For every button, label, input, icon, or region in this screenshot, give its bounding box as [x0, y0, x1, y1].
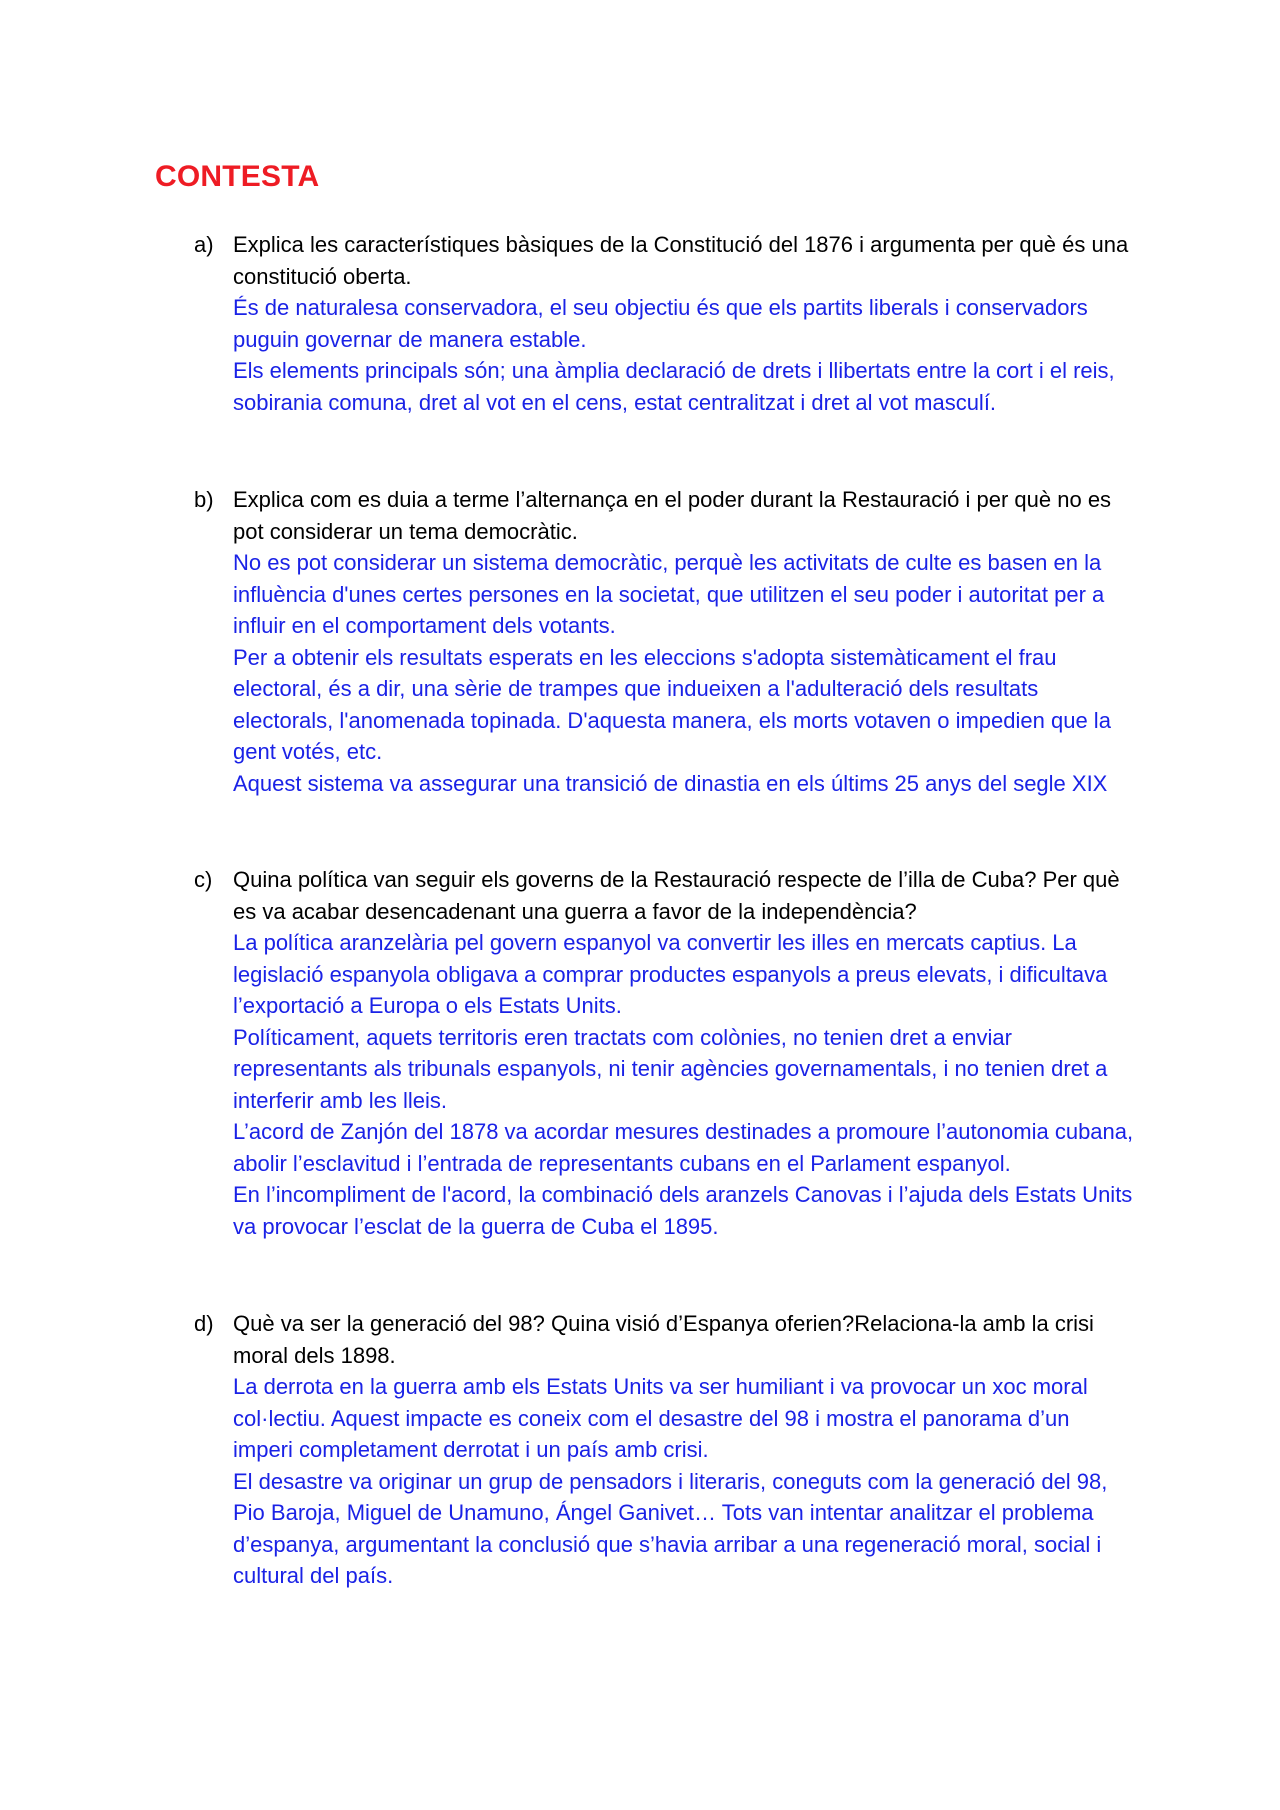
answer-paragraph: La política aranzelària pel govern espanyol va convertir les illes en mercats captius. La legislació espanyola obligava a comprar productes espanyols a preus elevats, i dificultava l’exportació a Europa o els Estats Units. [233, 930, 1108, 1018]
question-letter: d) [194, 1311, 214, 1336]
question-text: Què va ser la generació del 98? Quina visió d’Espanya oferien?Relaciona-la amb la crisi moral dels 1898. [233, 1311, 1094, 1368]
question-text: Explica les característiques bàsiques de la Constitució del 1876 i argumenta per què és una constitució oberta. [233, 232, 1129, 289]
question-b [194, 484, 1134, 799]
answer-paragraph: Els elements principals són; una àmplia declaració de drets i llibertats entre la cort i el reis, sobirania comuna, dret al vot en el cens, estat centralitzat i dret al vot masculí. [233, 358, 1115, 415]
answer-paragraph: No es pot considerar un sistema democràtic, perquè les activitats de culte es basen en la influència d'unes certes persones en la societat, que utilitzen el seu poder i autoritat per a influir en el comportament dels votants. [233, 550, 1105, 638]
answer-paragraph: Per a obtenir els resultats esperats en les eleccions s'adopta sistemàticament el frau electoral, és a dir, una sèrie de trampes que indueixen a l'adulteració dels resultats electorals, l'anomenada topinada. D'aquesta manera, els morts votaven o impedien que la gent votés, etc. [233, 644, 1111, 764]
question-c [194, 864, 1134, 1242]
question-d [194, 1308, 1134, 1592]
question-text: Quina política van seguir els governs de la Restauració respecte de l’illa de Cuba? Per què es va acabar desencadenant una guerra a favor de la independència? [233, 867, 1120, 924]
answer-paragraph: Aquest sistema va assegurar una transició de dinastia en els últims 25 anys del segle XIX [233, 770, 1108, 796]
answer-paragraph: És de naturalesa conservadora, el seu objectiu és que els partits liberals i conservadors puguin governar de manera estable. [233, 295, 1088, 352]
question-text: Explica com es duia a terme l’alternança en el poder durant la Restauració i per què no es pot considerar un tema democràtic. [233, 487, 1112, 544]
question-letter: c) [194, 867, 213, 892]
answer-paragraph: L’acord de Zanjón del 1878 va acordar mesures destinades a promoure l’autonomia cubana, abolir l’esclavitud i l’entrada de representants cubans en el Parlament espanyol. [233, 1119, 1134, 1176]
question-letter: a) [194, 232, 214, 257]
answer-paragraph: Políticament, aquets territoris eren tractats com colònies, no tenien dret a enviar representants als tribunals espanyols, ni tenir agències governamentals, i no tenien dret a interferir amb les lleis. [233, 1024, 1108, 1113]
question-a [194, 229, 1134, 418]
question-letter: b) [194, 487, 214, 512]
answer-paragraph: La derrota en la guerra amb els Estats Units va ser humiliant i va provocar un xoc moral col·lectiu. Aquest impacte es coneix com el desastre del 98 i mostra el panorama d’un imperi completament derrotat i un país amb crisi. [233, 1374, 1088, 1462]
answer-paragraph: En l’incompliment de l'acord, la combinació dels aranzels Canovas i l’ajuda dels Estats Units va provocar l’esclat de la guerra de Cuba el 1895. [233, 1182, 1133, 1239]
page-title: CONTESTA [155, 160, 320, 193]
answer-paragraph: El desastre va originar un grup de pensadors i literaris, coneguts com la generació del 98, Pio Baroja, Miguel de Unamuno, Ángel Ganivet… Tots van intentar analitzar el problema d’espanya, argumentant la conclusió que s’havia arribar a una regeneració moral, social i cultural del país. [233, 1468, 1108, 1588]
